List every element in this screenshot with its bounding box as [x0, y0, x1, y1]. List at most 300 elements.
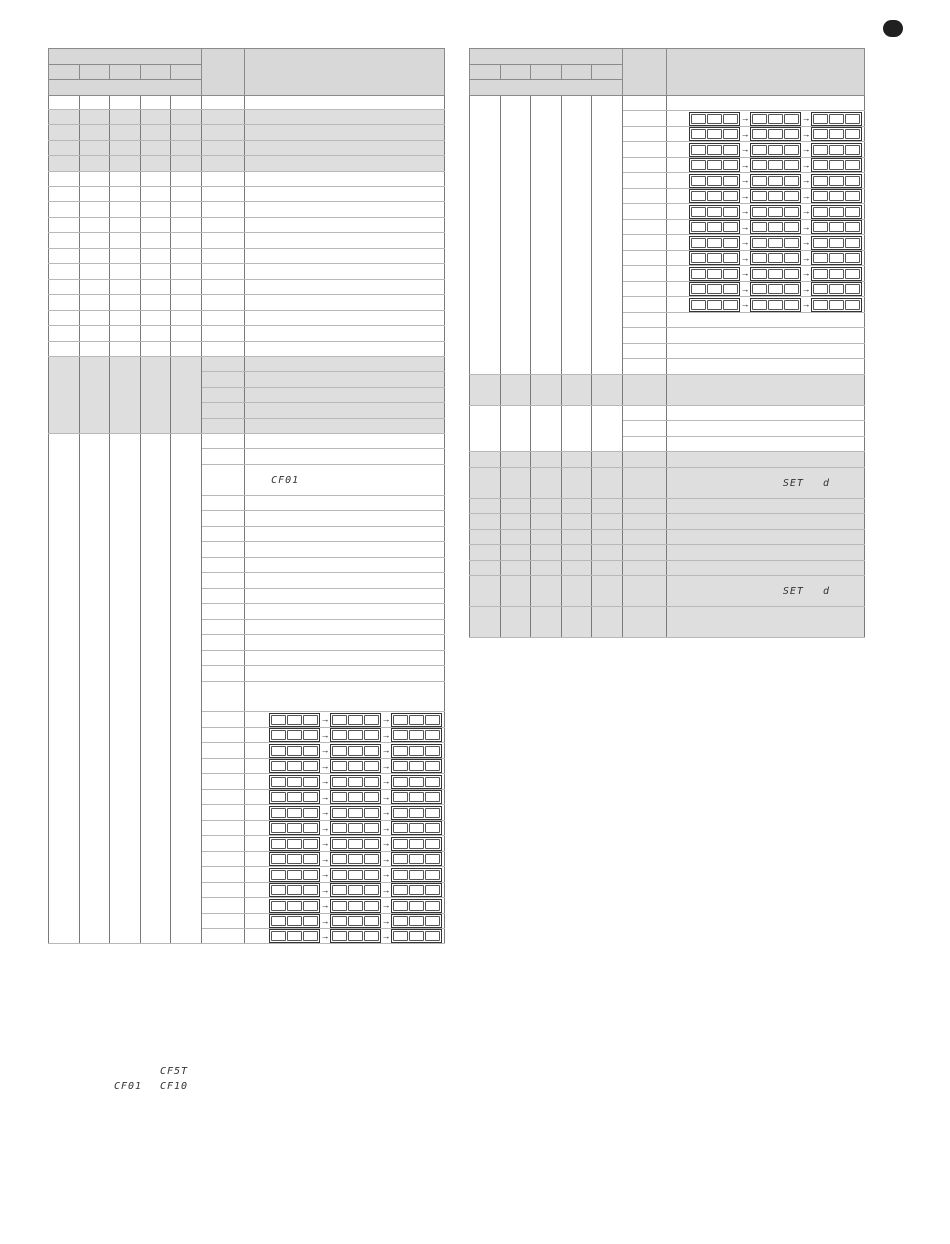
table-cell [667, 266, 865, 282]
table-cell [202, 821, 245, 836]
display-digit [303, 746, 318, 756]
table-cell [667, 576, 865, 607]
table-cell [202, 280, 245, 295]
display-sequence [245, 821, 444, 835]
display-sequence [667, 251, 864, 265]
table-cell [245, 264, 445, 280]
display-sequence [667, 111, 864, 126]
sequence-arrow-icon: → [740, 144, 750, 154]
table-cell [110, 326, 141, 342]
table-cell [80, 202, 110, 218]
table-cell [245, 573, 445, 589]
table-cell [80, 233, 110, 249]
display-digit [303, 839, 318, 849]
table-cell [141, 202, 171, 218]
display-digit [364, 730, 379, 740]
table-cell [202, 141, 245, 156]
display-digit [723, 207, 738, 217]
display-digit-group [750, 158, 801, 172]
display-digit [409, 777, 424, 787]
display-sequence [667, 266, 864, 281]
display-digit [409, 931, 424, 941]
display-digit [271, 792, 286, 802]
table-cell [592, 65, 623, 80]
table-cell [623, 313, 667, 328]
sequence-arrow-icon: → [320, 869, 330, 879]
table-cell [202, 496, 245, 511]
display-digit [332, 730, 347, 740]
display-digit-group [391, 899, 442, 913]
display-digit [752, 207, 767, 217]
display-digit [829, 207, 844, 217]
display-digit [393, 761, 408, 771]
table-cell [202, 372, 245, 388]
display-digit [691, 269, 706, 279]
display-digit [768, 176, 783, 186]
table-cell [202, 666, 245, 682]
table-cell [202, 125, 245, 141]
table-cell [141, 96, 171, 110]
display-digit [287, 931, 302, 941]
display-digit [393, 808, 408, 818]
table-cell [202, 589, 245, 604]
sequence-arrow-icon: → [801, 237, 811, 247]
table-cell [501, 561, 531, 576]
sequence-arrow-icon: → [381, 869, 391, 879]
table-cell [501, 96, 531, 375]
display-code-set: SET [782, 585, 804, 597]
display-digit [691, 284, 706, 294]
table-cell [245, 218, 445, 233]
display-digit [348, 931, 363, 941]
table-cell [245, 558, 445, 573]
display-digit-group [269, 790, 320, 804]
display-digit-group [689, 282, 740, 296]
table-cell [245, 790, 445, 805]
display-digit [845, 145, 860, 155]
table-cell [623, 266, 667, 282]
display-digit [813, 222, 828, 232]
display-digit [393, 715, 408, 725]
table-cell [667, 220, 865, 235]
table-cell [141, 172, 171, 187]
sequence-arrow-icon: → [740, 221, 750, 232]
display-digit [707, 176, 722, 186]
display-digit [691, 207, 706, 217]
table-cell [171, 172, 202, 187]
table-cell [202, 357, 245, 372]
table-cell [531, 576, 562, 607]
table-cell [202, 465, 245, 496]
display-sequence [667, 142, 864, 157]
table-cell [171, 218, 202, 233]
header-function [667, 49, 865, 96]
display-digit-group [330, 868, 381, 882]
table-cell [562, 375, 592, 406]
table-cell [501, 514, 531, 530]
display-digit [829, 176, 844, 186]
display-digit [829, 160, 844, 170]
table-cell [202, 342, 245, 357]
display-digit-group [269, 899, 320, 913]
display-digit [752, 284, 767, 294]
table-cell [202, 110, 245, 125]
display-digit-group [330, 852, 381, 866]
display-digit [691, 129, 706, 139]
display-digit-group [269, 806, 320, 820]
table-cell [202, 682, 245, 712]
table-cell [562, 576, 592, 607]
display-digit [332, 870, 347, 880]
display-digit [332, 777, 347, 787]
display-digit [691, 253, 706, 263]
table-cell [592, 576, 623, 607]
display-digit-group [811, 205, 862, 219]
table-cell [470, 80, 623, 96]
display-digit [752, 145, 767, 155]
display-digit [287, 901, 302, 911]
table-cell [623, 297, 667, 313]
table-cell [49, 311, 80, 326]
table-cell [623, 607, 667, 638]
display-digit-group [750, 174, 801, 188]
display-digit [332, 931, 347, 941]
display-sequence [667, 204, 864, 219]
table-cell [501, 576, 531, 607]
table-cell [110, 249, 141, 264]
display-digit [829, 269, 844, 279]
sequence-arrow-icon: → [320, 776, 330, 786]
display-digit [813, 207, 828, 217]
display-digit [784, 253, 799, 263]
display-sequence [245, 774, 444, 789]
table-cell [245, 372, 445, 388]
table-cell [110, 125, 141, 141]
header-level-5 [171, 65, 202, 80]
display-digit [768, 253, 783, 263]
display-digit [845, 269, 860, 279]
table-cell [202, 929, 245, 944]
sequence-arrow-icon: → [320, 853, 330, 864]
table-cell [667, 499, 865, 514]
display-digit [707, 191, 722, 201]
display-digit-group [330, 713, 381, 727]
sequence-arrow-icon: → [381, 714, 391, 724]
display-digit [271, 885, 286, 895]
display-digit [813, 191, 828, 201]
table-cell [667, 514, 865, 530]
display-digit-group [689, 236, 740, 250]
display-digit [409, 792, 424, 802]
table-cell [202, 573, 245, 589]
display-digit-group [811, 236, 862, 250]
table-cell [245, 187, 445, 202]
table-cell [245, 403, 445, 419]
table-cell [623, 96, 667, 111]
sequence-arrow-icon: → [320, 807, 330, 817]
table-cell [49, 172, 80, 187]
table-cell [245, 110, 445, 125]
display-digit-group [330, 775, 381, 789]
display-code-d: d [822, 477, 830, 489]
display-digit-group [269, 775, 320, 789]
display-digit [691, 114, 706, 124]
table-cell [202, 743, 245, 759]
table-cell [171, 326, 202, 342]
display-digit [723, 176, 738, 186]
table-cell [202, 805, 245, 821]
table-cell [110, 311, 141, 326]
sequence-arrow-icon: → [320, 729, 330, 740]
display-digit [425, 715, 440, 725]
display-digit [784, 222, 799, 232]
display-digit [813, 145, 828, 155]
display-digit [707, 253, 722, 263]
display-digit [409, 823, 424, 833]
display-digit [303, 854, 318, 864]
display-digit [829, 284, 844, 294]
display-digit [287, 730, 302, 740]
table-cell [562, 499, 592, 514]
table-cell [80, 125, 110, 141]
table-cell [202, 326, 245, 342]
display-digit-group [330, 821, 381, 835]
display-digit-group [269, 837, 320, 851]
display-digit-group [811, 112, 862, 126]
display-digit-group [811, 189, 862, 203]
table-cell [623, 576, 667, 607]
display-digit [425, 854, 440, 864]
table-cell [49, 434, 80, 944]
display-digit [303, 823, 318, 833]
table-cell [80, 357, 110, 434]
table-cell [245, 527, 445, 542]
display-digit [303, 931, 318, 941]
table-cell [667, 328, 865, 344]
table-cell [470, 375, 501, 406]
table-cell [470, 65, 501, 80]
table-cell [531, 96, 562, 375]
display-digit-group [811, 251, 862, 265]
display-digit [348, 901, 363, 911]
display-digit [287, 870, 302, 880]
display-digit-group [391, 837, 442, 851]
display-digit [784, 300, 799, 310]
display-digit-group [269, 914, 320, 928]
table-cell [562, 406, 592, 452]
table-cell [49, 125, 80, 141]
display-digit-group [811, 174, 862, 188]
table-cell [245, 449, 445, 465]
display-digit [845, 160, 860, 170]
table-cell [667, 561, 865, 576]
display-digit [691, 160, 706, 170]
table-cell [245, 434, 445, 449]
table-cell [49, 96, 80, 110]
display-digit [409, 730, 424, 740]
table-cell [667, 282, 865, 297]
display-digit-group [330, 883, 381, 897]
table-cell [110, 218, 141, 233]
table-cell [592, 468, 623, 499]
header-level-1 [49, 65, 80, 80]
table-cell [667, 607, 865, 638]
display-digit [348, 746, 363, 756]
display-digit-group [689, 220, 740, 234]
display-sequence [245, 712, 444, 727]
table-cell [245, 496, 445, 511]
table-cell [245, 342, 445, 357]
display-digit [768, 284, 783, 294]
header-display [202, 49, 245, 96]
table-cell [202, 202, 245, 218]
display-digit-group [391, 929, 442, 943]
table-cell [562, 452, 592, 468]
display-digit [707, 300, 722, 310]
table-cell [562, 65, 592, 80]
display-digit [332, 823, 347, 833]
sequence-arrow-icon: → [740, 159, 750, 170]
display-digit [364, 792, 379, 802]
display-digit [409, 839, 424, 849]
table-cell [49, 233, 80, 249]
display-digit [784, 207, 799, 217]
sequence-arrow-icon: → [740, 237, 750, 247]
table-cell [592, 499, 623, 514]
table-cell [501, 545, 531, 561]
table-cell [49, 187, 80, 202]
display-digit-group [750, 112, 801, 126]
table-cell [245, 249, 445, 264]
table-cell [245, 156, 445, 172]
display-digit [393, 823, 408, 833]
display-digit-group [811, 220, 862, 234]
display-digit-group [750, 143, 801, 157]
table-cell [245, 295, 445, 311]
display-digit [784, 160, 799, 170]
display-digit-group [689, 298, 740, 312]
table-cell [110, 172, 141, 187]
table-cell [667, 96, 865, 111]
table-cell [80, 172, 110, 187]
table-cell [245, 635, 445, 651]
display-digit [768, 300, 783, 310]
display-digit-group [391, 790, 442, 804]
table-cell [141, 187, 171, 202]
display-sequence [667, 173, 864, 188]
table-cell [171, 342, 202, 357]
table-cell [667, 127, 865, 142]
display-digit [348, 870, 363, 880]
table-cell [49, 202, 80, 218]
display-digit [332, 901, 347, 911]
display-digit [829, 300, 844, 310]
display-digit [332, 792, 347, 802]
table-cell [202, 604, 245, 620]
display-digit [707, 207, 722, 217]
table-cell [501, 375, 531, 406]
table-cell [245, 774, 445, 790]
table-cell [202, 651, 245, 666]
display-digit [332, 808, 347, 818]
display-digit [691, 222, 706, 232]
table-cell [501, 530, 531, 545]
table-cell [562, 514, 592, 530]
table-cell [623, 142, 667, 158]
display-digit [348, 777, 363, 787]
table-cell [245, 651, 445, 666]
table-cell [80, 311, 110, 326]
display-digit [364, 854, 379, 864]
display-digit [723, 238, 738, 248]
table-cell [80, 264, 110, 280]
display-digit [813, 160, 828, 170]
display-digit [707, 160, 722, 170]
table-cell [245, 589, 445, 604]
sequence-arrow-icon: → [320, 884, 330, 895]
right-menu-table [469, 48, 865, 638]
header-subtitle [49, 80, 202, 96]
display-digit [813, 176, 828, 186]
table-cell [245, 125, 445, 141]
table-cell [202, 295, 245, 311]
display-digit [332, 761, 347, 771]
display-digit [271, 901, 286, 911]
display-digit [271, 823, 286, 833]
display-digit-group [269, 821, 320, 835]
display-digit [393, 870, 408, 880]
display-digit [784, 176, 799, 186]
table-cell [667, 530, 865, 545]
display-digit [409, 715, 424, 725]
display-digit [845, 129, 860, 139]
table-cell [592, 545, 623, 561]
table-cell [80, 295, 110, 311]
table-cell [470, 607, 501, 638]
table-cell [667, 158, 865, 173]
table-cell [562, 468, 592, 499]
table-cell [202, 790, 245, 805]
display-digit [393, 916, 408, 926]
display-digit-group [391, 775, 442, 789]
display-digit [332, 715, 347, 725]
table-cell [202, 635, 245, 651]
display-digit [425, 792, 440, 802]
table-cell [80, 218, 110, 233]
table-cell [245, 604, 445, 620]
table-cell [667, 421, 865, 437]
table-cell [623, 545, 667, 561]
header-level-group [470, 49, 623, 65]
display-digit-group [391, 914, 442, 928]
display-digit [287, 916, 302, 926]
display-digit [348, 839, 363, 849]
table-cell [171, 264, 202, 280]
display-digit [287, 854, 302, 864]
display-digit [707, 129, 722, 139]
display-digit [845, 253, 860, 263]
display-digit-group [269, 728, 320, 742]
display-digit [364, 777, 379, 787]
display-sequence [245, 898, 444, 913]
table-cell [501, 406, 531, 452]
header-level-4 [141, 65, 171, 80]
display-digit [364, 823, 379, 833]
table-cell [623, 282, 667, 297]
display-digit [784, 284, 799, 294]
display-digit [303, 901, 318, 911]
display-digit-group [269, 744, 320, 758]
